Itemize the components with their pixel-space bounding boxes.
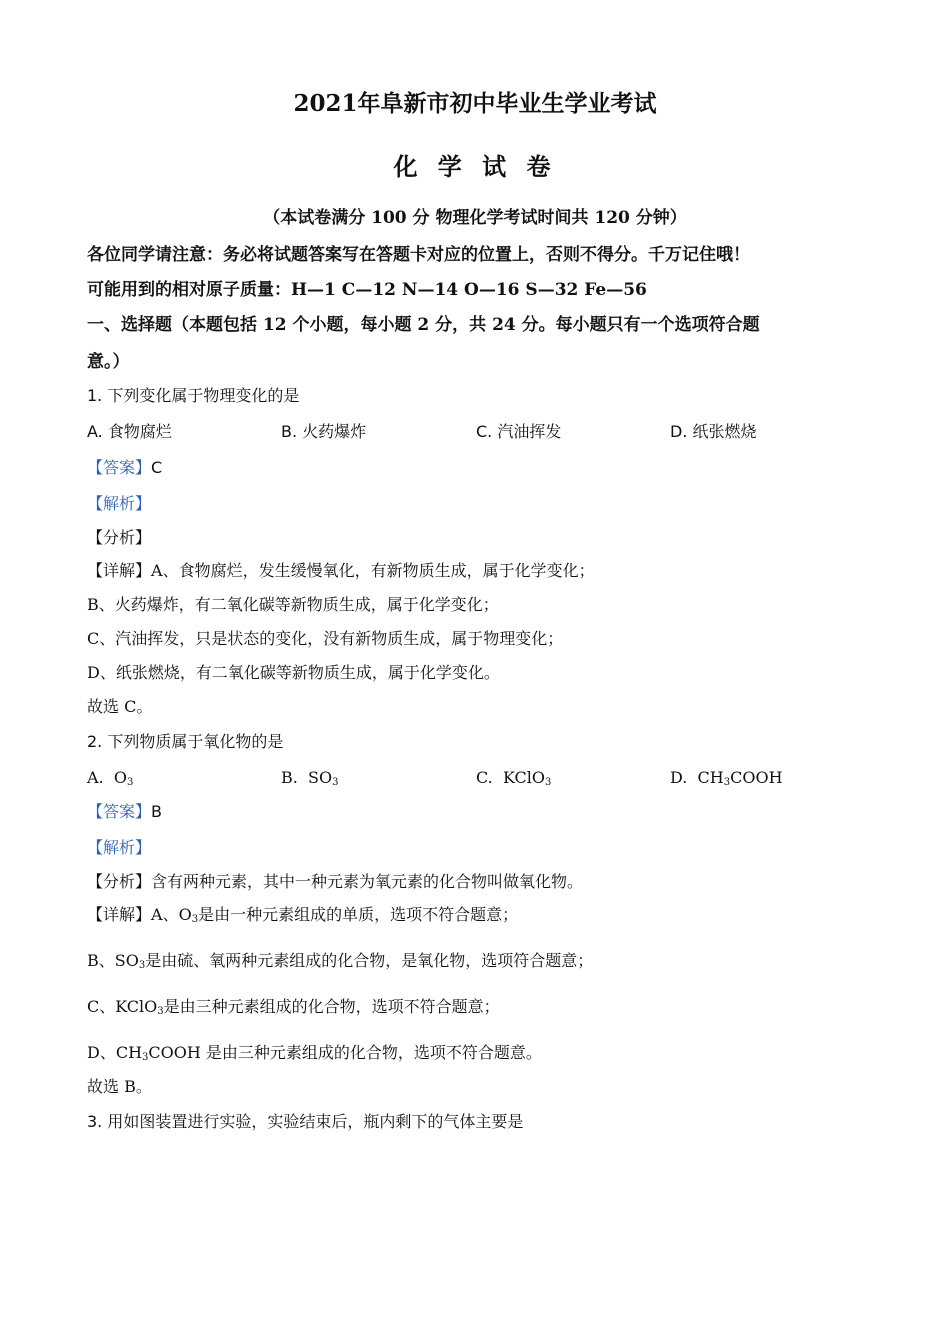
q3-stem: 3. 用如图装置进行实验，实验结束后，瓶内剩下的气体主要是 [87,1112,524,1131]
q2-analysis-label: 【解析】 [87,838,152,857]
q2-option-b: B. $SO_3$ [281,768,339,788]
detail-label: 【详解】 [87,561,152,580]
q1-option-b: B. 火药爆炸 [281,422,367,441]
notice: 各位同学请注意：务必将试题答案写在答题卡对应的位置上，否则不得分。千万记住哦！ [87,245,750,265]
q2-stem: 2. 下列物质属于氧化物的是 [87,732,284,751]
q2-detail-b: B、$SO_3$是由硫、氧两种元素组成的化合物，是氧化物，选项符合题意； [87,951,594,971]
answer-label: 【答案】 [87,458,152,477]
q1-detail-a: 【详解】A、食物腐烂，发生缓慢氧化，有新物质生成，属于化学变化； [87,561,595,580]
q1-fenxi: 【分析】 [87,528,152,547]
q1-stem: 1. 下列变化属于物理变化的是 [87,386,300,405]
q2-option-c: C. KClO$_3$ [476,768,552,788]
q2-fenxi: 【分析】含有两种元素，其中一种元素为氧元素的化合物叫做氧化物。 [87,872,584,891]
section-heading-cont: 意。） [87,352,130,372]
answer-value: C [151,458,163,477]
exam-subtitle: 化 学 试 卷 [393,152,557,181]
q1-detail-b: B、火药爆炸，有二氧化碳等新物质生成，属于化学变化； [87,595,499,614]
q2-detail-d: D、$CH_3COOH$ 是由三种元素组成的化合物，选项不符合题意。 [87,1043,542,1063]
q1-answer [87,458,162,478]
q2-conclusion: 故选 B。 [87,1077,152,1096]
exam-info: （本试卷满分 100 分 物理化学考试时间共 120 分钟） [263,208,687,228]
q1-option-d: D. 纸张燃烧 [670,422,757,441]
q1-detail-c: C、汽油挥发，只是状态的变化，没有新物质生成，属于物理变化； [87,629,564,648]
atomic-masses: 可能用到的相对原子质量：H—1 C—12 N—14 O—16 S—32 Fe—56 [87,280,647,300]
q2-detail-a: 【详解】A、$O_3$是由一种元素组成的单质，选项不符合题意； [87,905,519,925]
q1-conclusion: 故选 C。 [87,697,153,716]
q2-answer [87,802,162,822]
section-heading: 一、选择题（本题包括 12 个小题，每小题 2 分，共 24 分。每小题只有一个选项符合题 [87,315,760,335]
answer-value: B [151,802,162,821]
q1-option-a: A. 食物腐烂 [87,422,172,441]
q1-analysis-label: 【解析】 [87,494,152,513]
q2-detail-c: C、KClO$_3$是由三种元素组成的化合物，选项不符合题意； [87,997,500,1017]
q2-option-a: A. $O_3$ [87,768,134,788]
q1-detail-d: D、纸张燃烧，有二氧化碳等新物质生成，属于化学变化。 [87,663,500,682]
exam-title: 2021年阜新市初中毕业生学业考试 [293,90,657,117]
answer-label: 【答案】 [87,802,152,821]
q1-option-c: C. 汽油挥发 [476,422,562,441]
q2-option-d: D. $CH_3COOH$ [670,768,783,788]
